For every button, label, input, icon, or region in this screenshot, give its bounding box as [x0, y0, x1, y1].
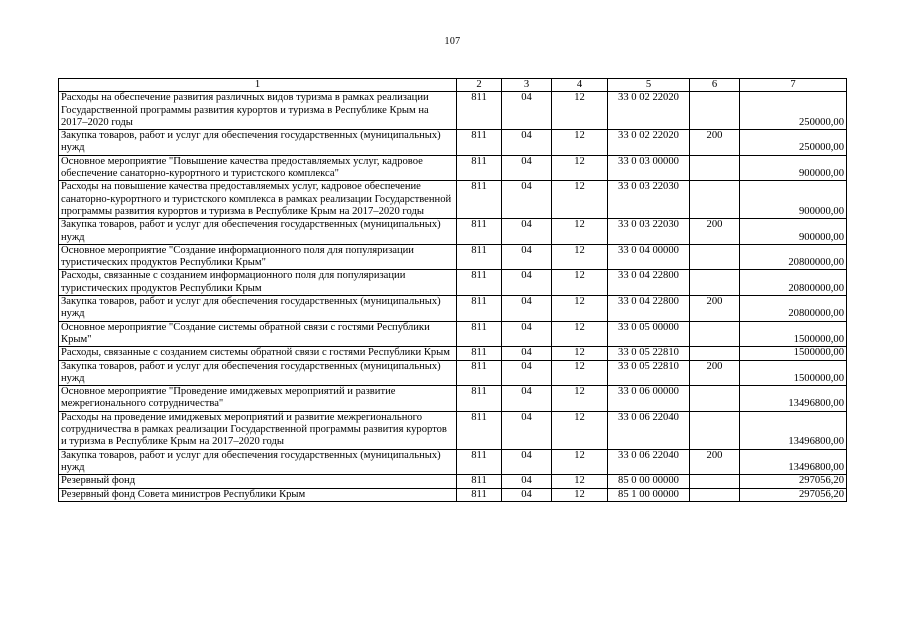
row-target-article-cell: 33 0 05 22810 [608, 360, 690, 386]
table-row [59, 296, 847, 322]
row-name-cell: Основное мероприятие "Проведение имиджевых мероприятий и развитие межрегионального сотрудничества" [59, 386, 457, 412]
row-amount-cell: 250000,00 [740, 92, 847, 130]
row-name-cell: Расходы, связанные с созданием системы обратной связи с гостями Республики Крым [59, 347, 457, 360]
table-row [59, 488, 847, 501]
row-ministry-cell: 811 [457, 181, 502, 219]
row-name-cell: Расходы на повышение качества предоставляемых услуг, кадровое обеспечение санаторно-курортного и туристского комплекса в рамках реализации Государственной программы развития курортов и туризма в Республике Крым на 2017–2020 годы [59, 181, 457, 219]
table-row [59, 347, 847, 360]
row-subsection-cell: 12 [552, 219, 608, 245]
row-target-article-cell: 33 0 03 00000 [608, 155, 690, 181]
row-ministry-cell: 811 [457, 475, 502, 488]
row-target-article-cell: 33 0 06 22040 [608, 411, 690, 449]
row-expense-type-cell [690, 181, 740, 219]
row-name-cell: Расходы, связанные с созданием информационного поля для популяризации туристических продуктов Республики Крым [59, 270, 457, 296]
row-expense-type-cell [690, 270, 740, 296]
table-row [59, 321, 847, 347]
row-ministry-cell: 811 [457, 449, 502, 475]
row-subsection-cell: 12 [552, 411, 608, 449]
row-ministry-cell: 811 [457, 347, 502, 360]
row-name-cell: Резервный фонд Совета министров Республики Крым [59, 488, 457, 501]
row-section-cell: 04 [502, 449, 552, 475]
row-subsection-cell: 12 [552, 449, 608, 475]
row-subsection-cell: 12 [552, 244, 608, 270]
row-ministry-cell: 811 [457, 219, 502, 245]
table-row [59, 475, 847, 488]
row-expense-type-cell [690, 411, 740, 449]
row-name-cell: Расходы на обеспечение развития различных видов туризма в рамках реализации Государственной программы развития курортов и туризма в Республике Крым на 2017–2020 годы [59, 92, 457, 130]
row-subsection-cell: 12 [552, 386, 608, 412]
row-expense-type-cell [690, 347, 740, 360]
column-header-target-article: 5 [608, 79, 690, 92]
row-target-article-cell: 33 0 02 22020 [608, 130, 690, 156]
table-row [59, 386, 847, 412]
row-name-cell: Закупка товаров, работ и услуг для обеспечения государственных (муниципальных) нужд [59, 130, 457, 156]
row-ministry-cell: 811 [457, 92, 502, 130]
row-section-cell: 04 [502, 347, 552, 360]
row-subsection-cell: 12 [552, 270, 608, 296]
row-section-cell: 04 [502, 270, 552, 296]
row-expense-type-cell: 200 [690, 449, 740, 475]
row-target-article-cell: 33 0 04 22800 [608, 270, 690, 296]
row-name-cell: Расходы на проведение имиджевых мероприятий и развитие межрегионального сотрудничества в рамках реализации Государственной программы развития курортов и туризма в Республике Крым на 2017–2020 годы [59, 411, 457, 449]
row-section-cell: 04 [502, 219, 552, 245]
row-subsection-cell: 12 [552, 181, 608, 219]
row-amount-cell: 1500000,00 [740, 347, 847, 360]
table-row [59, 270, 847, 296]
row-name-cell: Закупка товаров, работ и услуг для обеспечения государственных (муниципальных) нужд [59, 449, 457, 475]
row-name-cell: Основное мероприятие "Создание системы обратной связи с гостями Республики Крым" [59, 321, 457, 347]
row-name-cell: Закупка товаров, работ и услуг для обеспечения государственных (муниципальных) нужд [59, 360, 457, 386]
row-section-cell: 04 [502, 130, 552, 156]
table-row [59, 411, 847, 449]
row-amount-cell: 20800000,00 [740, 296, 847, 322]
row-target-article-cell: 33 0 05 22810 [608, 347, 690, 360]
row-target-article-cell: 33 0 05 00000 [608, 321, 690, 347]
row-subsection-cell: 12 [552, 296, 608, 322]
row-section-cell: 04 [502, 386, 552, 412]
row-ministry-cell: 811 [457, 411, 502, 449]
page-number: 107 [444, 36, 461, 47]
row-ministry-cell: 811 [457, 244, 502, 270]
row-ministry-cell: 811 [457, 386, 502, 412]
row-expense-type-cell: 200 [690, 130, 740, 156]
table-row [59, 244, 847, 270]
row-section-cell: 04 [502, 244, 552, 270]
column-header-ministry: 2 [457, 79, 502, 92]
row-subsection-cell: 12 [552, 321, 608, 347]
row-amount-cell: 13496800,00 [740, 386, 847, 412]
row-expense-type-cell [690, 321, 740, 347]
row-section-cell: 04 [502, 92, 552, 130]
row-name-cell: Основное мероприятие "Повышение качества предоставляемых услуг, кадровое обеспечение санаторно-курортного и туристского комплекса" [59, 155, 457, 181]
row-subsection-cell: 12 [552, 488, 608, 501]
row-amount-cell: 900000,00 [740, 181, 847, 219]
table-row [59, 360, 847, 386]
row-subsection-cell: 12 [552, 130, 608, 156]
row-name-cell: Закупка товаров, работ и услуг для обеспечения государственных (муниципальных) нужд [59, 219, 457, 245]
row-expense-type-cell [690, 488, 740, 501]
row-target-article-cell: 85 0 00 00000 [608, 475, 690, 488]
row-ministry-cell: 811 [457, 270, 502, 296]
row-expense-type-cell: 200 [690, 360, 740, 386]
budget-table [58, 78, 847, 502]
row-section-cell: 04 [502, 181, 552, 219]
row-ministry-cell: 811 [457, 296, 502, 322]
table-row [59, 181, 847, 219]
column-header-name: 1 [59, 79, 457, 92]
row-expense-type-cell: 200 [690, 296, 740, 322]
row-subsection-cell: 12 [552, 347, 608, 360]
table-row [59, 130, 847, 156]
column-header-section: 3 [502, 79, 552, 92]
row-expense-type-cell [690, 475, 740, 488]
table-row [59, 92, 847, 130]
row-name-cell: Закупка товаров, работ и услуг для обеспечения государственных (муниципальных) нужд [59, 296, 457, 322]
table-row [59, 449, 847, 475]
row-section-cell: 04 [502, 296, 552, 322]
row-subsection-cell: 12 [552, 155, 608, 181]
row-amount-cell: 13496800,00 [740, 411, 847, 449]
row-target-article-cell: 33 0 06 00000 [608, 386, 690, 412]
row-target-article-cell: 33 0 03 22030 [608, 181, 690, 219]
column-header-expense-type: 6 [690, 79, 740, 92]
row-amount-cell: 13496800,00 [740, 449, 847, 475]
row-target-article-cell: 85 1 00 00000 [608, 488, 690, 501]
column-header-subsection: 4 [552, 79, 608, 92]
row-name-cell: Резервный фонд [59, 475, 457, 488]
row-subsection-cell: 12 [552, 92, 608, 130]
row-amount-cell: 297056,20 [740, 488, 847, 501]
row-expense-type-cell [690, 155, 740, 181]
row-amount-cell: 20800000,00 [740, 270, 847, 296]
row-section-cell: 04 [502, 475, 552, 488]
row-amount-cell: 297056,20 [740, 475, 847, 488]
row-amount-cell: 1500000,00 [740, 321, 847, 347]
row-ministry-cell: 811 [457, 321, 502, 347]
row-expense-type-cell [690, 244, 740, 270]
row-target-article-cell: 33 0 03 22030 [608, 219, 690, 245]
column-header-amount: 7 [740, 79, 847, 92]
table-header-row [59, 79, 847, 92]
row-expense-type-cell: 200 [690, 219, 740, 245]
row-ministry-cell: 811 [457, 155, 502, 181]
row-target-article-cell: 33 0 04 00000 [608, 244, 690, 270]
row-target-article-cell: 33 0 04 22800 [608, 296, 690, 322]
row-ministry-cell: 811 [457, 488, 502, 501]
row-ministry-cell: 811 [457, 360, 502, 386]
row-section-cell: 04 [502, 321, 552, 347]
row-ministry-cell: 811 [457, 130, 502, 156]
row-amount-cell: 1500000,00 [740, 360, 847, 386]
row-amount-cell: 900000,00 [740, 219, 847, 245]
table-row [59, 155, 847, 181]
row-amount-cell: 900000,00 [740, 155, 847, 181]
table-row [59, 219, 847, 245]
row-subsection-cell: 12 [552, 360, 608, 386]
row-section-cell: 04 [502, 360, 552, 386]
row-expense-type-cell [690, 386, 740, 412]
row-subsection-cell: 12 [552, 475, 608, 488]
row-expense-type-cell [690, 92, 740, 130]
row-section-cell: 04 [502, 155, 552, 181]
row-name-cell: Основное мероприятие "Создание информационного поля для популяризации туристических продуктов Республики Крым" [59, 244, 457, 270]
row-amount-cell: 20800000,00 [740, 244, 847, 270]
row-section-cell: 04 [502, 488, 552, 501]
row-amount-cell: 250000,00 [740, 130, 847, 156]
row-target-article-cell: 33 0 06 22040 [608, 449, 690, 475]
row-section-cell: 04 [502, 411, 552, 449]
row-target-article-cell: 33 0 02 22020 [608, 92, 690, 130]
